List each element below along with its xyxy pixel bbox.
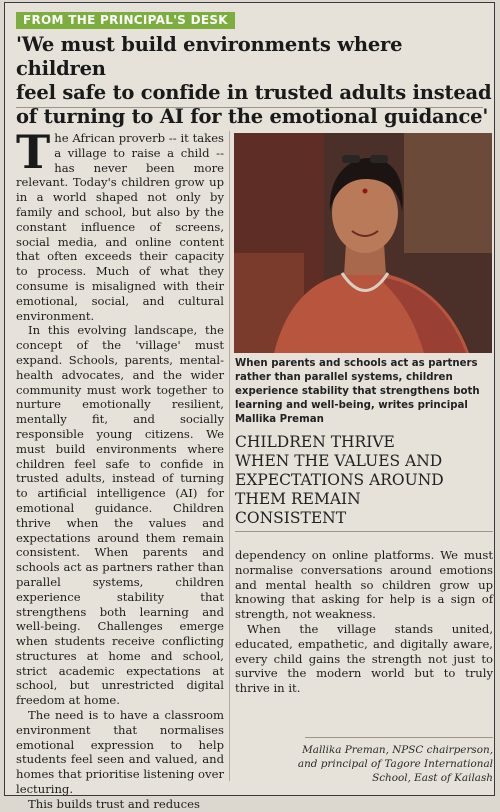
newspaper-clipping	[4, 2, 495, 811]
pull-quote-line: EXPECTATIONS AROUND	[235, 471, 444, 489]
headline	[16, 33, 494, 129]
article-paragraph: In this evolving landscape, the concept of the 'village' must expand. Schools, parents, mental-health advocates, and the wider community must work together to nurture emotionally resilient, mentally fit, and socially responsible young citizens. We must build environments where children feel safe to confide in trusted adults, instead of turning to artificial intelligence (AI) for emotional guidance. Children thrive when the values and expectations around them remain consistent. When parents and schools act as partners rather than parallel systems, children experience stability that strengthens both learning and well-being. Challenges emerge when students receive conflicting structures at home and school, strict academic expectations at school, but unrestricted digital freedom at home.	[16, 323, 224, 708]
article-body-left-column	[16, 125, 224, 812]
article-body-right-column	[235, 548, 493, 696]
pull-quote	[235, 433, 493, 528]
signature-line: and principal of Tagore International	[297, 758, 493, 770]
headline-line-2: feel safe to confide in trusted adults instead	[16, 81, 492, 104]
section-kicker: FROM THE PRINCIPAL'S DESK	[16, 12, 235, 29]
article-paragraph: The need is to have a classroom environment that normalises emotional expression to help students feel seen and valued, and homes that prioritise listening over lecturing.	[16, 708, 224, 797]
article-paragraph: When the village stands united, educated, empathetic, and digitally aware, every child gains the strength not just to survive the modern world but to truly thrive in it.	[235, 621, 493, 696]
pull-quote-line: WHEN THE VALUES AND	[235, 452, 443, 470]
pull-quote-line: THEM REMAIN	[235, 490, 361, 508]
headline-line-3: of turning to AI for the emotional guidance'	[16, 105, 489, 128]
article-paragraph: dependency on online platforms. We must normalise conversations around emotions and mental health so children grow up knowing that asking for help is a sign of strength, not weakness.	[235, 548, 493, 622]
headline-divider	[16, 107, 483, 108]
article-paragraph	[16, 125, 224, 323]
pull-quote-divider	[235, 531, 493, 532]
author-signature	[245, 743, 493, 785]
signature-line: School, East of Kailash	[372, 772, 493, 784]
drop-cap: T	[16, 125, 51, 179]
paragraph-text: he African proverb -- it takes a village to raise a child -- has never been more relevant. Today's children grow up in a world shaped not only by family and school, but also by the constant influence of screens, social media, and online content that often exceeds their capacity to process. Much of what they consume is misaligned with their emotional, social, and cultural environment.	[16, 131, 224, 323]
signature-line: Mallika Preman, NPSC chairperson,	[302, 744, 493, 756]
portrait-illustration	[234, 133, 492, 353]
headline-line-1: 'We must build environments where children	[16, 33, 403, 80]
pull-quote-line: CHILDREN THRIVE	[235, 433, 395, 451]
article-paragraph: This builds trust and reduces	[28, 796, 200, 811]
principal-portrait-photo	[234, 133, 492, 353]
signature-divider	[305, 737, 493, 738]
column-divider	[229, 131, 230, 781]
pull-quote-line: CONSISTENT	[235, 509, 347, 527]
photo-caption: When parents and schools act as partners rather than parallel systems, children experience stability that strengthens both learning and well-being, writes principal Mallika Preman	[235, 358, 480, 425]
